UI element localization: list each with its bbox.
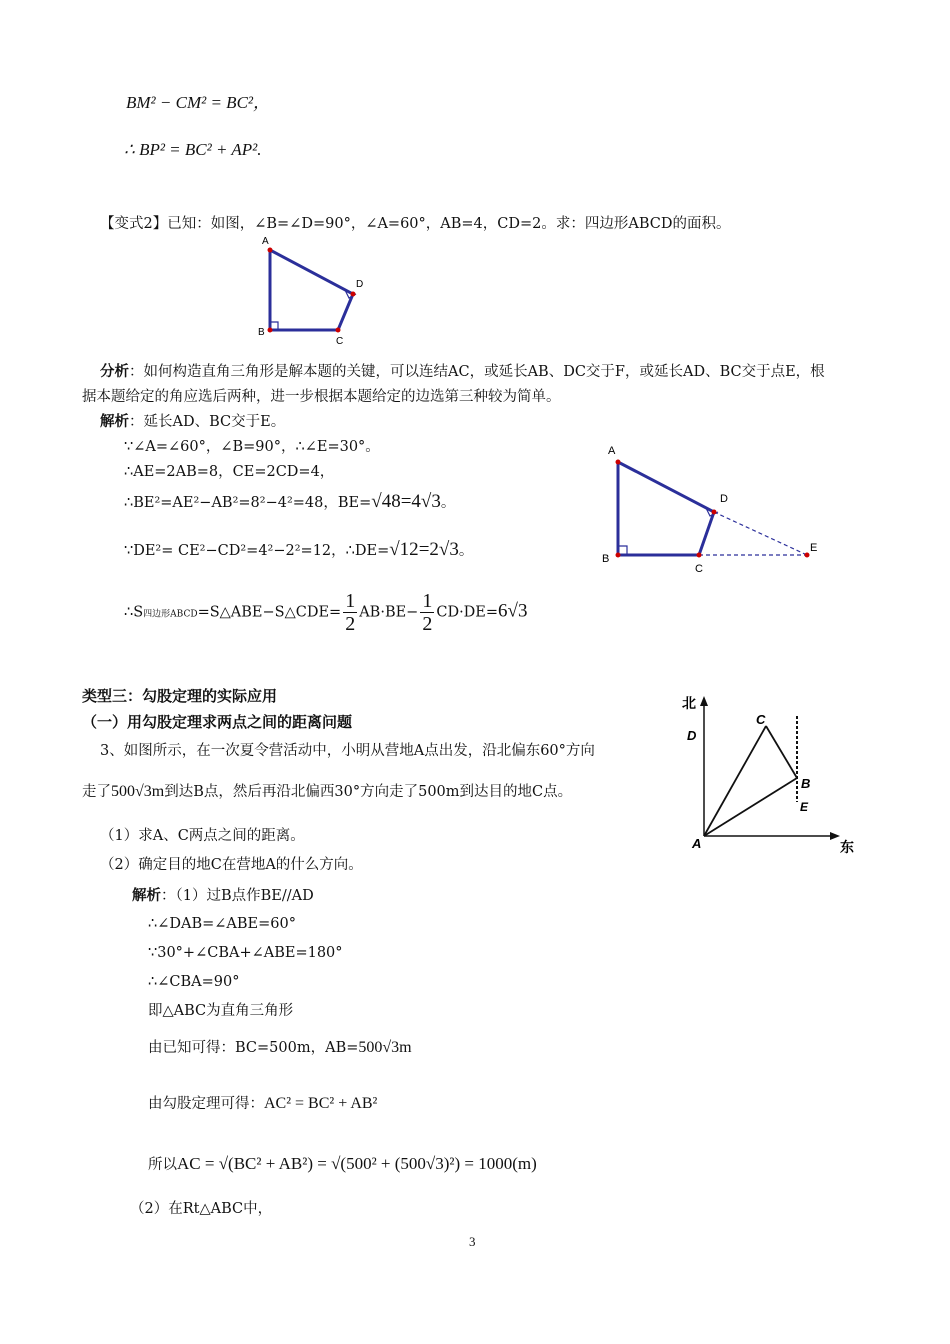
- be-equation: ∴BE²=AE²−AB²=8²−4²=48，BE=: [124, 495, 372, 511]
- solution1-intro: [100, 412, 285, 432]
- period: 。: [440, 495, 456, 511]
- therefore: 所以: [148, 1157, 177, 1173]
- period: 。: [458, 543, 474, 559]
- direction-figure: [680, 690, 860, 860]
- area-result: 6√3: [498, 600, 528, 622]
- analysis-line-2: 据本题给定的角应选后两种，进一步根据本题给定的边选第三种较为简单。: [82, 389, 561, 405]
- area-s: ∴S: [124, 604, 144, 621]
- problem3-line-1: 3、如图所示，在一次夏令营活动中，小明从营地A点出发，沿北偏东60°方向: [100, 743, 595, 759]
- question-1: （1）求A、C两点之间的距离。: [100, 828, 305, 844]
- solution2-step-5: [148, 1038, 412, 1058]
- solution1-line-4: [124, 540, 473, 561]
- ab-value: 500√3m: [358, 1039, 412, 1056]
- pythagoras-formula: AC² = BC² + AB²: [264, 1095, 378, 1112]
- area-difference: =S△ABE−S△CDE=: [197, 604, 342, 621]
- variant2-text: 已知：如图，∠B=∠D=90°，∠A=60°，AB=4，CD=2。求：四边形ABCD的面积。: [167, 216, 731, 232]
- solution2-label: 解析: [132, 887, 161, 904]
- solution1-area-line: [124, 590, 527, 635]
- pythagoras-intro: 由勾股定理可得：: [148, 1096, 264, 1112]
- label-b: B: [602, 553, 610, 565]
- label-north: 北: [682, 696, 696, 712]
- walked-rest: 到达B点，然后再沿北偏西30°方向走了500m到达目的地C点。: [164, 784, 573, 800]
- label-c: C: [695, 563, 703, 575]
- label-a: A: [608, 445, 616, 457]
- extended-triangle-figure: [592, 436, 832, 576]
- label-d: D: [687, 728, 697, 743]
- label-e: E: [810, 542, 818, 554]
- two-sqrt3: =2√3: [418, 539, 459, 560]
- sqrt-48: √48: [371, 491, 401, 512]
- solution2-step-2: ∵30°+∠CBA+∠ABE=180°: [148, 945, 343, 961]
- analysis-label: 分析: [100, 363, 129, 380]
- walked: 走了: [82, 784, 111, 800]
- solution1-line-3: [124, 492, 455, 513]
- solution2-step-4: 即△ABC为直角三角形: [148, 1003, 294, 1019]
- type3-subheading: （一）用勾股定理求两点之间的距离问题: [82, 713, 353, 731]
- solution2-step-3: ∴∠CBA=90°: [148, 974, 240, 990]
- ac-computation: AC = √(BC² + AB²) = √(500² + (500√3)²) = 1000(m): [177, 1154, 537, 1173]
- solution1-line-2: ∴AE=2AB=8，CE=2CD=4，: [124, 464, 335, 480]
- formula-bm-cm: BM² − CM² = BC²，: [126, 93, 271, 112]
- label-b: B: [801, 776, 811, 791]
- de-equation: ∵DE²= CE²−CD²=4²−2²=12，∴DE=: [124, 543, 390, 559]
- ab-be-term: AB·BE−: [359, 604, 419, 621]
- solution2-step-8: （2）在Rt△ABC中，: [130, 1201, 273, 1217]
- problem3-line-2: [82, 782, 572, 802]
- sqrt-12: √12: [389, 539, 419, 560]
- analysis-text-1: ：如何构造直角三角形是解本题的关键，可以连结AC，或延长AB、DC交于F，或延长AD、BC交于点E，根: [129, 364, 825, 380]
- label-c: C: [756, 712, 766, 727]
- solution1-intro-text: ：延长AD、BC交于E。: [129, 414, 286, 430]
- solution2-step-7: [148, 1154, 537, 1175]
- solution1-line-1: ∵∠A=∠60°，∠B=90°，∴∠E=30°。: [124, 439, 380, 455]
- vertex-label-d: D: [356, 279, 364, 290]
- fraction-half: $\frac{1}{2}$: [345, 590, 356, 635]
- solution2-step-0: [132, 886, 314, 906]
- formula-bp: ∴ BP² = BC² + AP².: [124, 140, 262, 159]
- area-subscript: 四边形ABCD: [143, 609, 198, 620]
- quadrilateral-figure: [250, 232, 380, 350]
- label-e: E: [800, 800, 809, 814]
- variant2-title: 【变式2】: [100, 216, 168, 232]
- label-d: D: [720, 493, 728, 505]
- distance-ab: 500√3m: [111, 783, 165, 800]
- solution2-step-0-text: ：（1）过B点作BE//AD: [161, 888, 314, 904]
- page-number: 3: [469, 1234, 476, 1249]
- four-sqrt3: =4√3: [400, 491, 441, 512]
- cd-de-term: CD·DE=: [436, 604, 499, 621]
- solution1-label: 解析: [100, 413, 129, 430]
- given-values: 由已知可得：BC=500m，AB=: [148, 1040, 359, 1056]
- solution2-step-6: [148, 1094, 377, 1114]
- variant2-statement: [100, 214, 731, 234]
- fraction-half-2: $\frac{1}{2}$: [422, 590, 433, 635]
- analysis-line-1: [100, 362, 825, 382]
- label-east: 东: [840, 840, 854, 856]
- solution2-step-1: ∴∠DAB=∠ABE=60°: [148, 916, 296, 932]
- question-2: （2）确定目的地C在营地A的什么方向。: [100, 857, 363, 873]
- label-a: A: [692, 836, 702, 851]
- vertex-label-b: B: [258, 327, 265, 338]
- vertex-label-c: C: [336, 336, 344, 347]
- type3-heading: 类型三：勾股定理的实际应用: [82, 687, 278, 705]
- vertex-label-a: A: [262, 236, 269, 247]
